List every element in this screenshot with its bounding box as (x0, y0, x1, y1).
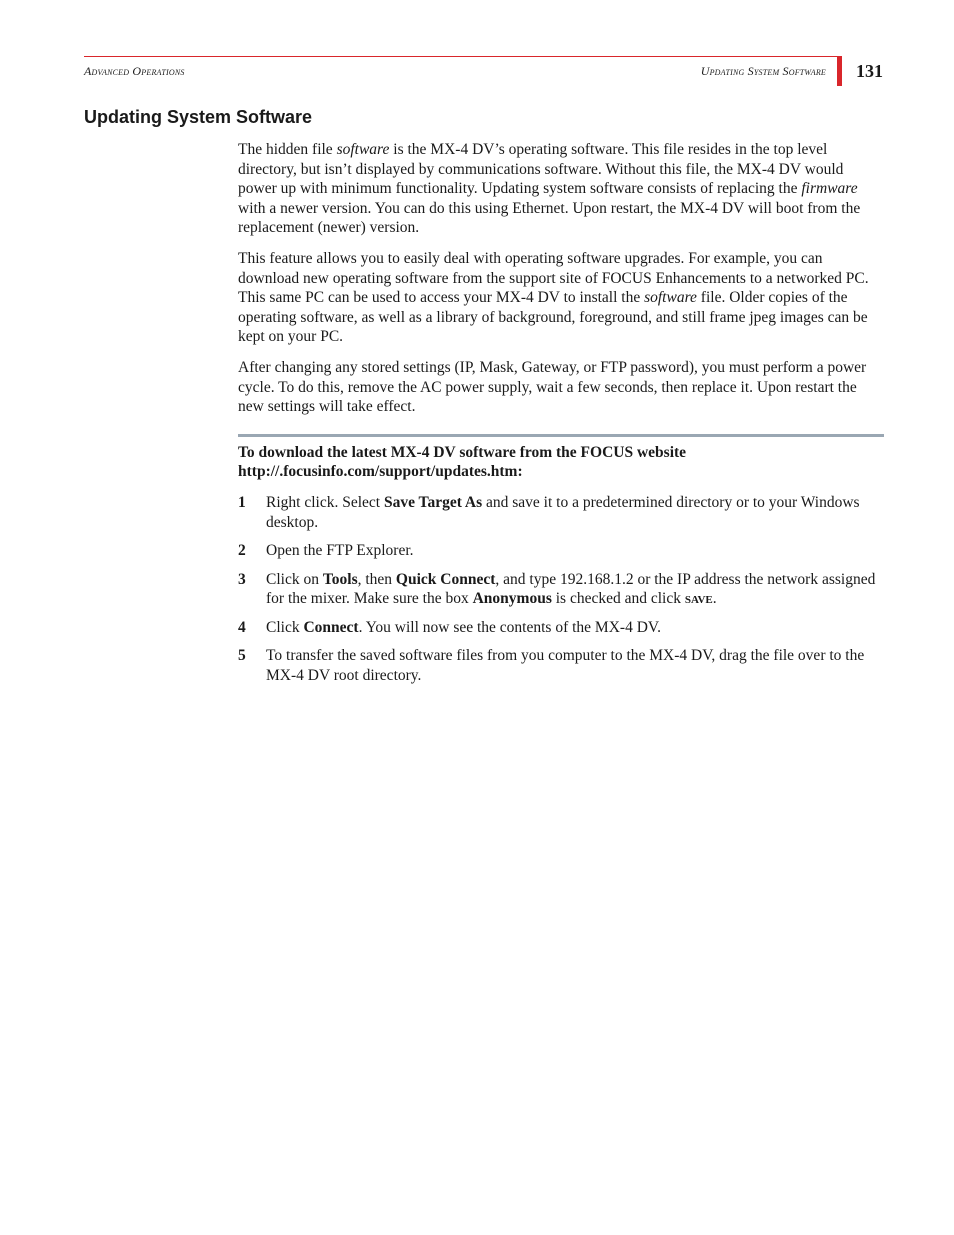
procedure-steps (238, 493, 884, 686)
text: To transfer the saved software files from you computer to the MX-4 DV, drag the file over to the MX-4 DV root directory. (266, 647, 865, 685)
text: Click on (266, 570, 323, 588)
text: with a newer version. You can do this using Ethernet. Upon restart, the MX-4 DV will boot from the replacement (newer) version. (238, 199, 861, 237)
header-rule (84, 56, 837, 57)
procedure-divider (238, 434, 884, 437)
body-text (238, 140, 884, 695)
section-title: Updating System Software (84, 107, 313, 127)
italic-term: firmware (801, 180, 858, 198)
text: file. Older copies of the operating software, as well as a library of background, foreground, and still frame jpeg images can be kept on your PC. (238, 289, 868, 346)
text: and save it to a predetermined directory or to your Windows desktop. (266, 493, 860, 531)
step-number: 5 (238, 647, 246, 665)
italic-term: software (336, 141, 390, 158)
page-number: 131 (856, 61, 883, 81)
text: is checked and click (551, 590, 685, 608)
bold-term: Quick Connect (395, 570, 496, 588)
bold-term: Anonymous (472, 590, 552, 608)
procedure-title-line-1: To download the latest MX-4 DV software from the FOCUS website (238, 443, 687, 461)
text: , and type 192.168.1.2 or the IP address the network assigned for the mixer. Make sure the box (266, 570, 876, 608)
procedure-title (238, 443, 884, 482)
bold-term: Tools (322, 570, 358, 588)
step-number: 3 (238, 570, 246, 588)
step-number: 1 (238, 493, 246, 511)
procedure-title-url: http://.focusinfo.com/support/updates.htm: (238, 463, 523, 481)
step-1 (238, 493, 884, 532)
step-2 (238, 541, 884, 561)
step-3 (238, 570, 884, 609)
text: Click (266, 618, 304, 636)
text: The hidden file (238, 141, 337, 158)
step-number: 2 (238, 542, 246, 560)
bold-term: Save Target As (383, 493, 483, 511)
text: . You will now see the contents of the MX-4 DV. (358, 618, 661, 636)
text: is the MX-4 DV’s operating software. This file resides in the top level directory, but isn’t displayed by communications software. Without this file, the MX-4 DV would power up with minimum functionality. Updating system software consists of replacing the (238, 141, 844, 198)
small-caps-term: save (684, 590, 713, 608)
text: Open the FTP Explorer. (266, 542, 414, 560)
step-5 (238, 646, 884, 685)
step-number: 4 (238, 618, 246, 636)
paragraph-3: After changing any stored settings (IP, Mask, Gateway, or FTP password), you must perform a power cycle. To do this, remove the AC power supply, wait a few seconds, then replace it. Upon restart the new settings will take effect. (238, 358, 867, 416)
header-accent-bar (837, 56, 842, 86)
running-header-chapter: Advanced Operations (84, 64, 185, 78)
running-header-section: Updating System Software (700, 64, 826, 78)
paragraph-2 (238, 249, 884, 347)
bold-term: Connect (303, 618, 359, 636)
step-4 (238, 618, 884, 638)
text: This feature allows you to easily deal with operating software upgrades. For example, you can download new operating software from the support site of FOCUS Enhancements to a networked PC. This same PC can be used to access your MX-4 DV to install the (238, 249, 869, 307)
text: Right click. Select (266, 493, 384, 511)
text: . (712, 590, 717, 608)
paragraph-1 (238, 140, 884, 238)
italic-term: software (644, 289, 697, 307)
text: , then (357, 570, 396, 588)
